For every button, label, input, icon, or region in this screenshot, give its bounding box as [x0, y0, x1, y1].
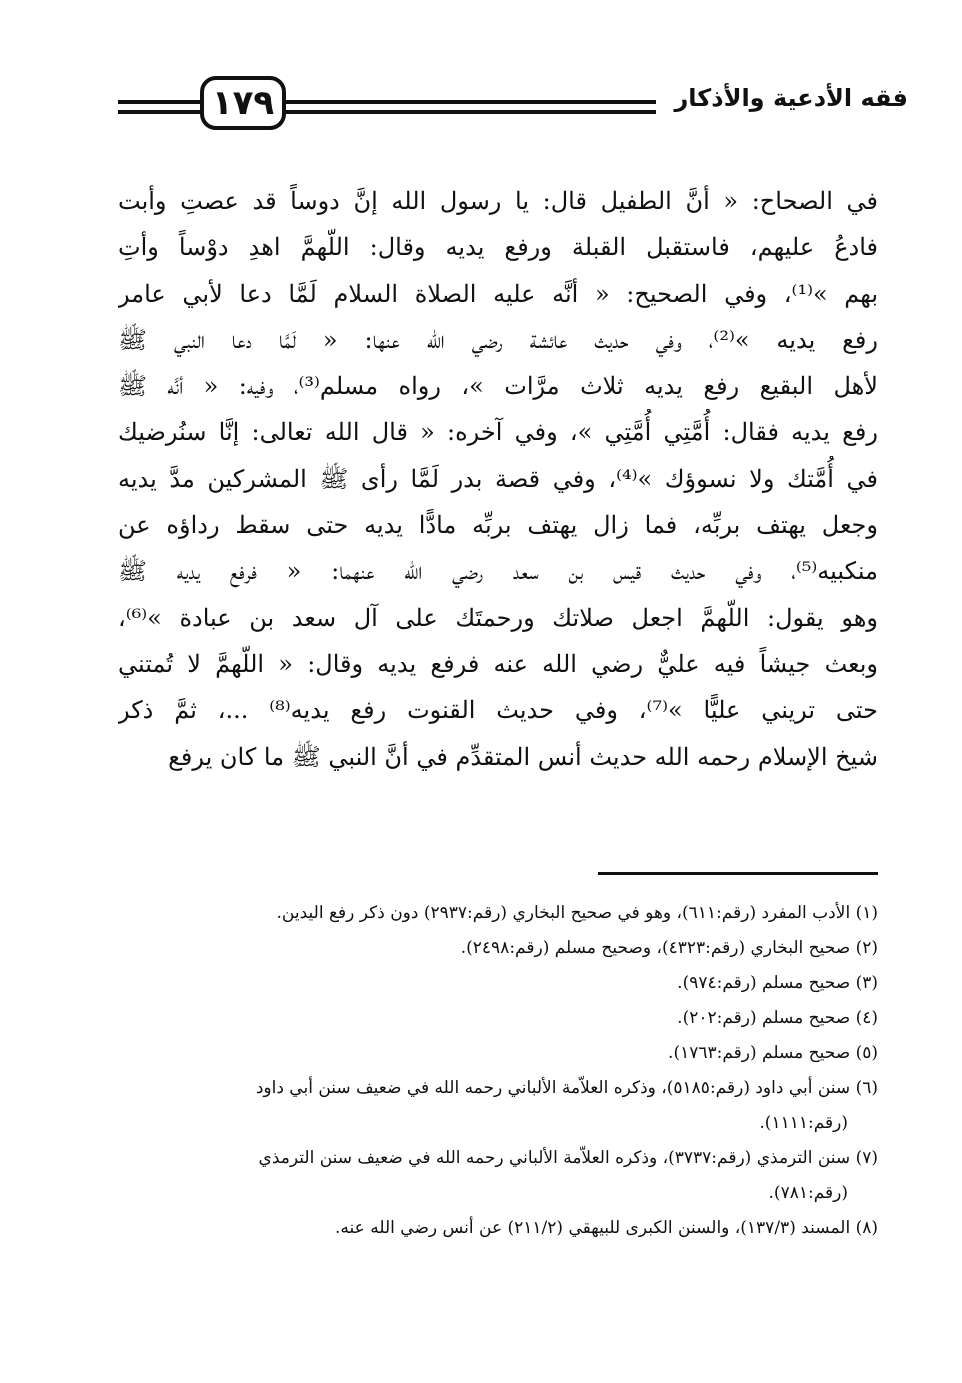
footnote: (٢) صحيح البخاري (رقم:٤٣٢٣)، وصحيح مسلم (رقم:٢٤٩٨). — [460, 938, 878, 958]
footnote: (٨) المسند (١٣٧/٣)، والسنن الكبرى للبيهقي (٢١١/٢) عن أنس رضي الله عنه. — [335, 1218, 878, 1238]
footnote-separator — [598, 872, 878, 875]
footnote: (٧) سنن الترمذي (رقم:٣٧٣٧)، وذكره العلاّمة الألباني رحمه الله في ضعيف سنن الترمذي — [258, 1148, 878, 1168]
page-header — [118, 70, 908, 160]
body-line: في أُمَّتك ولا نسوؤك »⁽⁴⁾، وفي قصة بدر لَمَّا رأى ﷺ المشركين مدَّ يديه — [118, 464, 878, 493]
body-line: لأهل البقيع رفع يديه ثلاث مرَّات »، رواه مسلم⁽³⁾، وفيه: « أنَّه ﷺ — [118, 372, 878, 401]
footnote: (٥) صحيح مسلم (رقم:١٧٦٣). — [668, 1043, 878, 1063]
body-text — [118, 178, 878, 780]
body-line: بهم »⁽¹⁾، وفي الصحيح: « أنَّه عليه الصلاة السلام لَمَّا دعا لأبي عامر — [118, 279, 878, 308]
header-rule — [118, 100, 200, 104]
footnote: (١) الأدب المفرد (رقم:٦١١)، وهو في صحيح البخاري (رقم:٢٩٣٧) دون ذكر رفع اليدين. — [276, 903, 878, 923]
footnotes — [118, 896, 878, 1246]
running-title: فقه الأدعية والأذكار — [674, 84, 908, 112]
header-rule — [118, 110, 200, 114]
body-line: رفع يديه فقال: أُمَّتِي أُمَّتِي »، وفي آخره: « قال الله تعالى: إنَّا سنُرضيك — [118, 418, 878, 447]
header-rule — [286, 100, 656, 104]
body-line: في الصحاح: « أنَّ الطفيل قال: يا رسول الله إنَّ دوساً قد عصتِ وأبت — [118, 187, 878, 215]
body-line: وبعث جيشاً فيه عليٌّ رضي الله عنه فرفع يديه وقال: « اللّهمَّ لا تُمتني — [118, 649, 878, 678]
footnote-continuation: (رقم:٧٨١). — [768, 1183, 848, 1203]
body-line: منكبيه⁽⁵⁾، وفي حديث قيس بن سعد رضي الله عنهما: « فرفع يديه ﷺ — [118, 557, 878, 586]
body-line: رفع يديه »⁽²⁾، وفي حديث عائشة رضي الله عنها: « لَمَّا دعا النبي ﷺ — [118, 325, 878, 354]
footnote: (٦) سنن أبي داود (رقم:٥١٨٥)، وذكره العلاّمة الألباني رحمه الله في ضعيف سنن أبي داود — [255, 1078, 878, 1098]
body-line: فادعُ عليهم، فاستقبل القبلة ورفع يديه وقال: اللّهمَّ اهدِ دوْساً وأتِ — [118, 233, 878, 262]
footnote: (٤) صحيح مسلم (رقم:٢٠٢). — [677, 1008, 878, 1028]
footnote-continuation: (رقم:١١١١). — [759, 1113, 848, 1133]
body-line: وهو يقول: اللّهمَّ اجعل صلاتك ورحمتَك على آل سعد بن عبادة »⁽⁶⁾، — [118, 603, 878, 632]
page-number: ١٧٩ — [200, 76, 286, 130]
body-line: حتى تريني عليًّا »⁽⁷⁾، وفي حديث القنوت رفع يديه⁽⁸⁾ ...، ثمَّ ذكر — [118, 696, 878, 725]
header-rule — [286, 110, 656, 114]
body-line: شيخ الإسلام رحمه الله حديث أنس المتقدِّم في أنَّ النبي ﷺ ما كان يرفع — [168, 742, 878, 771]
body-line: وجعل يهتف بربِّه، فما زال يهتف بربِّه مادًّا يديه حتى سقط رداؤه عن — [118, 511, 878, 540]
footnote: (٣) صحيح مسلم (رقم:٩٧٤). — [677, 973, 878, 993]
